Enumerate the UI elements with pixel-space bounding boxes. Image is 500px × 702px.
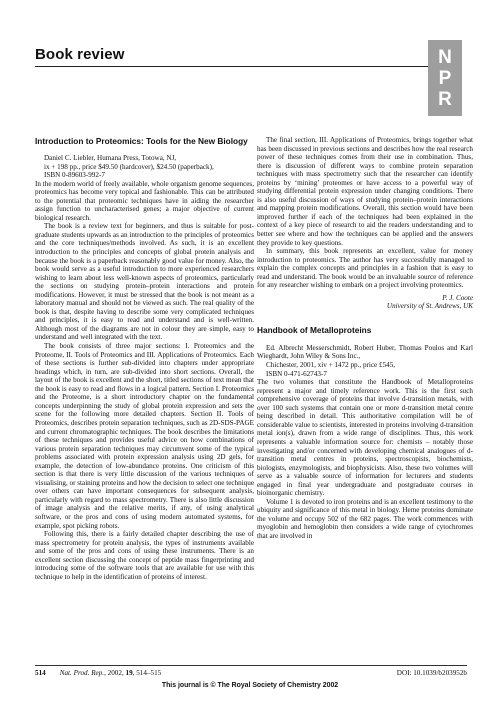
review1-title: Introduction to Proteomics: Tools for the New Biology bbox=[35, 136, 248, 146]
doi-link[interactable]: DOI: 10.1039/b203952b bbox=[396, 669, 467, 677]
review1-bibliography bbox=[35, 154, 254, 180]
review2-biblio-line: Ed. Albrecht Messerschmidt, Robert Huber, Thomas Poulos and Karl Wieghardt, John Wiley & Sons Inc., bbox=[257, 343, 473, 361]
review1-biblio-line: ISBN 0-89603-992-7 bbox=[44, 171, 105, 180]
review1-paragraph: The final section, III. Applications of Proteomics, brings together what has been discussed in previous sections and describes how the real research power of these techniques comes from their use in combination. Thus, there is discussion of different ways to combine protein separation techniques with mass spectrometry such that the researcher can identify proteins by ‘mining’ proteomes or have access to a powerful way of studying differential protein expression under changing conditions. There is also useful discussion of ways of studying protein–protein interactions and mapping protein modifications. Overall, this section would have been improved further if each of the techniques had been explained in the context of a key piece of research to aid the readers understanding and to better see where and how the techniques can be applied and the answers they provide to key questions. bbox=[257, 136, 473, 247]
logo-letter-p: P bbox=[438, 67, 452, 89]
review1-paragraph: In summary, this book represents an excellent, value for money introduction to proteomics. The author has very successfully managed to explain the complex concepts and principles in a fashion that is easy to read and understand. The book would be an invaluable source of reference for any researcher wishing to embark on a project involving proteomics. bbox=[257, 247, 473, 290]
review2-title: Handbook of Metalloproteins bbox=[257, 324, 372, 335]
title-rule bbox=[35, 66, 430, 67]
reviewer-affiliation: University of St. Andrews, UK bbox=[386, 302, 473, 311]
logo-letter-n: N bbox=[438, 46, 452, 68]
review2-paragraph: Volume 1 is devoted to iron proteins and is an excellent testimony to the ubiquity and significance of this metal in biology. Heme proteins dominate the volume and occupy 502 of the 682 pages. The work commences with myoglobin and hemoglobin then considers a wide range of cytochromes that are involved in bbox=[257, 497, 473, 540]
logo-letter-r: R bbox=[438, 88, 452, 110]
review2-biblio-line: ISBN 0-471-62743-7 bbox=[266, 369, 327, 378]
footer-citation bbox=[35, 669, 161, 678]
copyright-notice: This journal is © The Royal Society of Chemistry 2002 bbox=[161, 682, 339, 689]
review1-signature bbox=[257, 294, 473, 311]
review1-paragraph: The book consists of three major sections: I. Proteomics and the Proteome, II. Tools of Proteomics and III. Applications of Proteomics. Each of these sections is further sub-divided into chapters under appropriate headings which, in turn, are sub-divided into short sections. Overall, the layout of the book is excellent and the short, titled sections of text mean that the book is easy to read and flows in a logical pattern. Section I. Proteomics and the Proteome, is a short introductory chapter on the fundamental concepts underpinning the study of global protein expression and sets the scene for the following more detailed chapters. Section II. Tools of Proteomics, describes protein separation techniques, such as 2D-SDS-PAGE and current chromatographic techniques. The book describes the limitations of these techniques and provides useful advice on how combinations of various protein separation techniques may circumvent some of the typical problems associated with protein expression analysis using 2D gels, for example, the detection of low-abundance proteins. One criticism of this section is that there is very little discussion of the various techniques of visualising, or staining proteins and how the decision to select one technique over others can have important consequences for subsequent analysis, particularly with regard to mass spectrometry. There is also little discussion of image analysis and the relative merits, if any, of using analytical software, or the pros and cons of using modern automated systems, for example, spot picking robots. bbox=[35, 342, 254, 530]
page-title: Book review bbox=[35, 46, 125, 63]
footer-rule bbox=[35, 665, 467, 666]
review1-biblio-line: Daniel C. Liebler, Humana Press, Totowa, NJ, bbox=[44, 154, 177, 162]
left-column bbox=[35, 136, 254, 581]
review1-biblio-line: ix + 198 pp., price $49.50 (hardcover), $24.50 (paperback), bbox=[44, 162, 214, 171]
review1-paragraph: Following this, there is a fairly detailed chapter describing the use of mass spectrometry for protein analysis, the types of instruments available and some of the pros and cons of using these instruments. There is an excellent section discussing the concept of peptide mass fingerprinting and introducing some of the software tools that are available for use with this technique to help in the identification of proteins of interest. bbox=[35, 530, 254, 581]
reviewer-name: P. J. Coote bbox=[442, 293, 473, 302]
review2-bibliography bbox=[257, 344, 473, 378]
citation-pages: , 514–515 bbox=[132, 669, 162, 677]
right-column bbox=[257, 136, 473, 541]
citation-year: , 2002, bbox=[104, 669, 126, 677]
review1-paragraph: In the modern world of freely available, whole organism genome sequences, proteomics has become very topical and fashionable. This can be attributed to the potential that proteomic techniques have in aiding the researcher assign function to uncharacterised genes; a major objective of current biological research. bbox=[35, 179, 254, 222]
citation-volume: 19 bbox=[125, 669, 133, 677]
review2-paragraph: The two volumes that constitute the Handbook of Metalloproteins represent a major and timely reference work. This is the first such comprehensive coverage of proteins that involve d-transition metals, with over 100 such systems that contain one or more d-transition metal centre being described in detail. This authoritative compilation will be of considerable value to scientists, interested in proteins involving d-transition metal ion(s), drawn from a wide range of disciplines. Thus, this work represents a valuable information source for: chemists – notably those investigating and/or concerned with developing chemical analogues of d-transition metal centres in proteins, spectroscopists, biochemists, biologists, enzymologists, and biophysicists. Also, these two volumes will serve as a valuable source of information for lecturers and students engaged in final year undergraduate and postgraduate courses in bioinorganic chemistry. bbox=[257, 378, 473, 498]
journal-name: Nat. Prod. Rep. bbox=[59, 669, 105, 677]
logo-letters bbox=[428, 40, 462, 116]
review2-biblio-line: Chichester, 2001, xiv + 1472 pp., price £545, bbox=[266, 361, 396, 370]
page-number: 514 bbox=[35, 669, 46, 677]
journal-logo bbox=[428, 40, 462, 116]
review1-paragraph: The book is a review text for beginners, and thus is suitable for post-graduate students upwards as an introduction to the principles of proteomics and the core techniques/methods involved. As such, it is an excellent introduction to the principles and concepts of global protein analysis and because the book is a paperback reasonably good value for money. Also, the book would serve as a useful introduction to more experienced researchers wishing to learn about less well-known aspects of proteomics, particularly the sections on studying protein–protein interactions and protein modifications. However, it must be stressed that the book is not meant as a laboratory manual and should not be viewed as such. The real quality of the book is that, despite having to describe some very complicated techniques and principles, it is easy to read and understand and is well-written. Although most of the diagrams are not in colour they are simple, easy to understand and well integrated with the text. bbox=[35, 222, 254, 342]
